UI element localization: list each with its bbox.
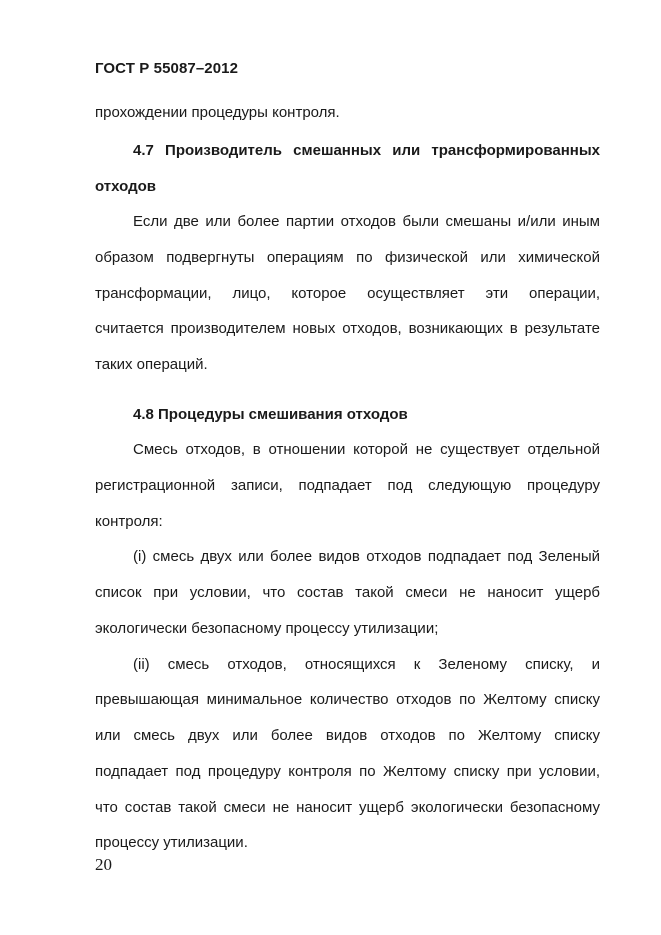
list-item-line: что состав такой смеси не наносит ущерб экологически безопасному	[95, 799, 600, 816]
section-heading-4-8: 4.8 Процедуры смешивания отходов	[133, 406, 408, 423]
section-heading-4-7: 4.7 Производитель смешанных или трансформированных	[133, 142, 600, 159]
list-item-line: процессу утилизации.	[95, 834, 248, 851]
list-item-line: список при условии, что состав такой смеси не наносит ущерб	[95, 584, 600, 601]
text-line: контроля:	[95, 513, 163, 530]
list-item-line: подпадает под процедуру контроля по Желтому списку при условии,	[95, 763, 600, 780]
section-heading-4-7-continued: отходов	[95, 178, 156, 195]
text-line: образом подвергнуты операциям по физической или химической	[95, 249, 600, 266]
text-line: прохождении процедуры контроля.	[95, 104, 340, 121]
document-header: ГОСТ Р 55087–2012	[95, 60, 239, 77]
list-item-line: (i) смесь двух или более видов отходов подпадает под Зеленый	[133, 548, 600, 565]
text-line: Смесь отходов, в отношении которой не существует отдельной	[133, 441, 600, 458]
list-item-line: (ii) смесь отходов, относящихся к Зеленому списку, и	[133, 656, 600, 673]
text-line: регистрационной записи, подпадает под следующую процедуру	[95, 477, 600, 494]
list-item-line: или смесь двух или более видов отходов по Желтому списку	[95, 727, 600, 744]
text-line: Если две или более партии отходов были смешаны и/или иным	[133, 213, 600, 230]
text-line: трансформации, лицо, которое осуществляет эти операции,	[95, 285, 600, 302]
page-number: 20	[95, 855, 112, 874]
list-item-line: превышающая минимальное количество отходов по Желтому списку	[95, 691, 600, 708]
text-line: считается производителем новых отходов, возникающих в результате	[95, 320, 600, 337]
list-item-line: экологически безопасному процессу утилизации;	[95, 620, 439, 637]
text-line: таких операций.	[95, 356, 208, 373]
